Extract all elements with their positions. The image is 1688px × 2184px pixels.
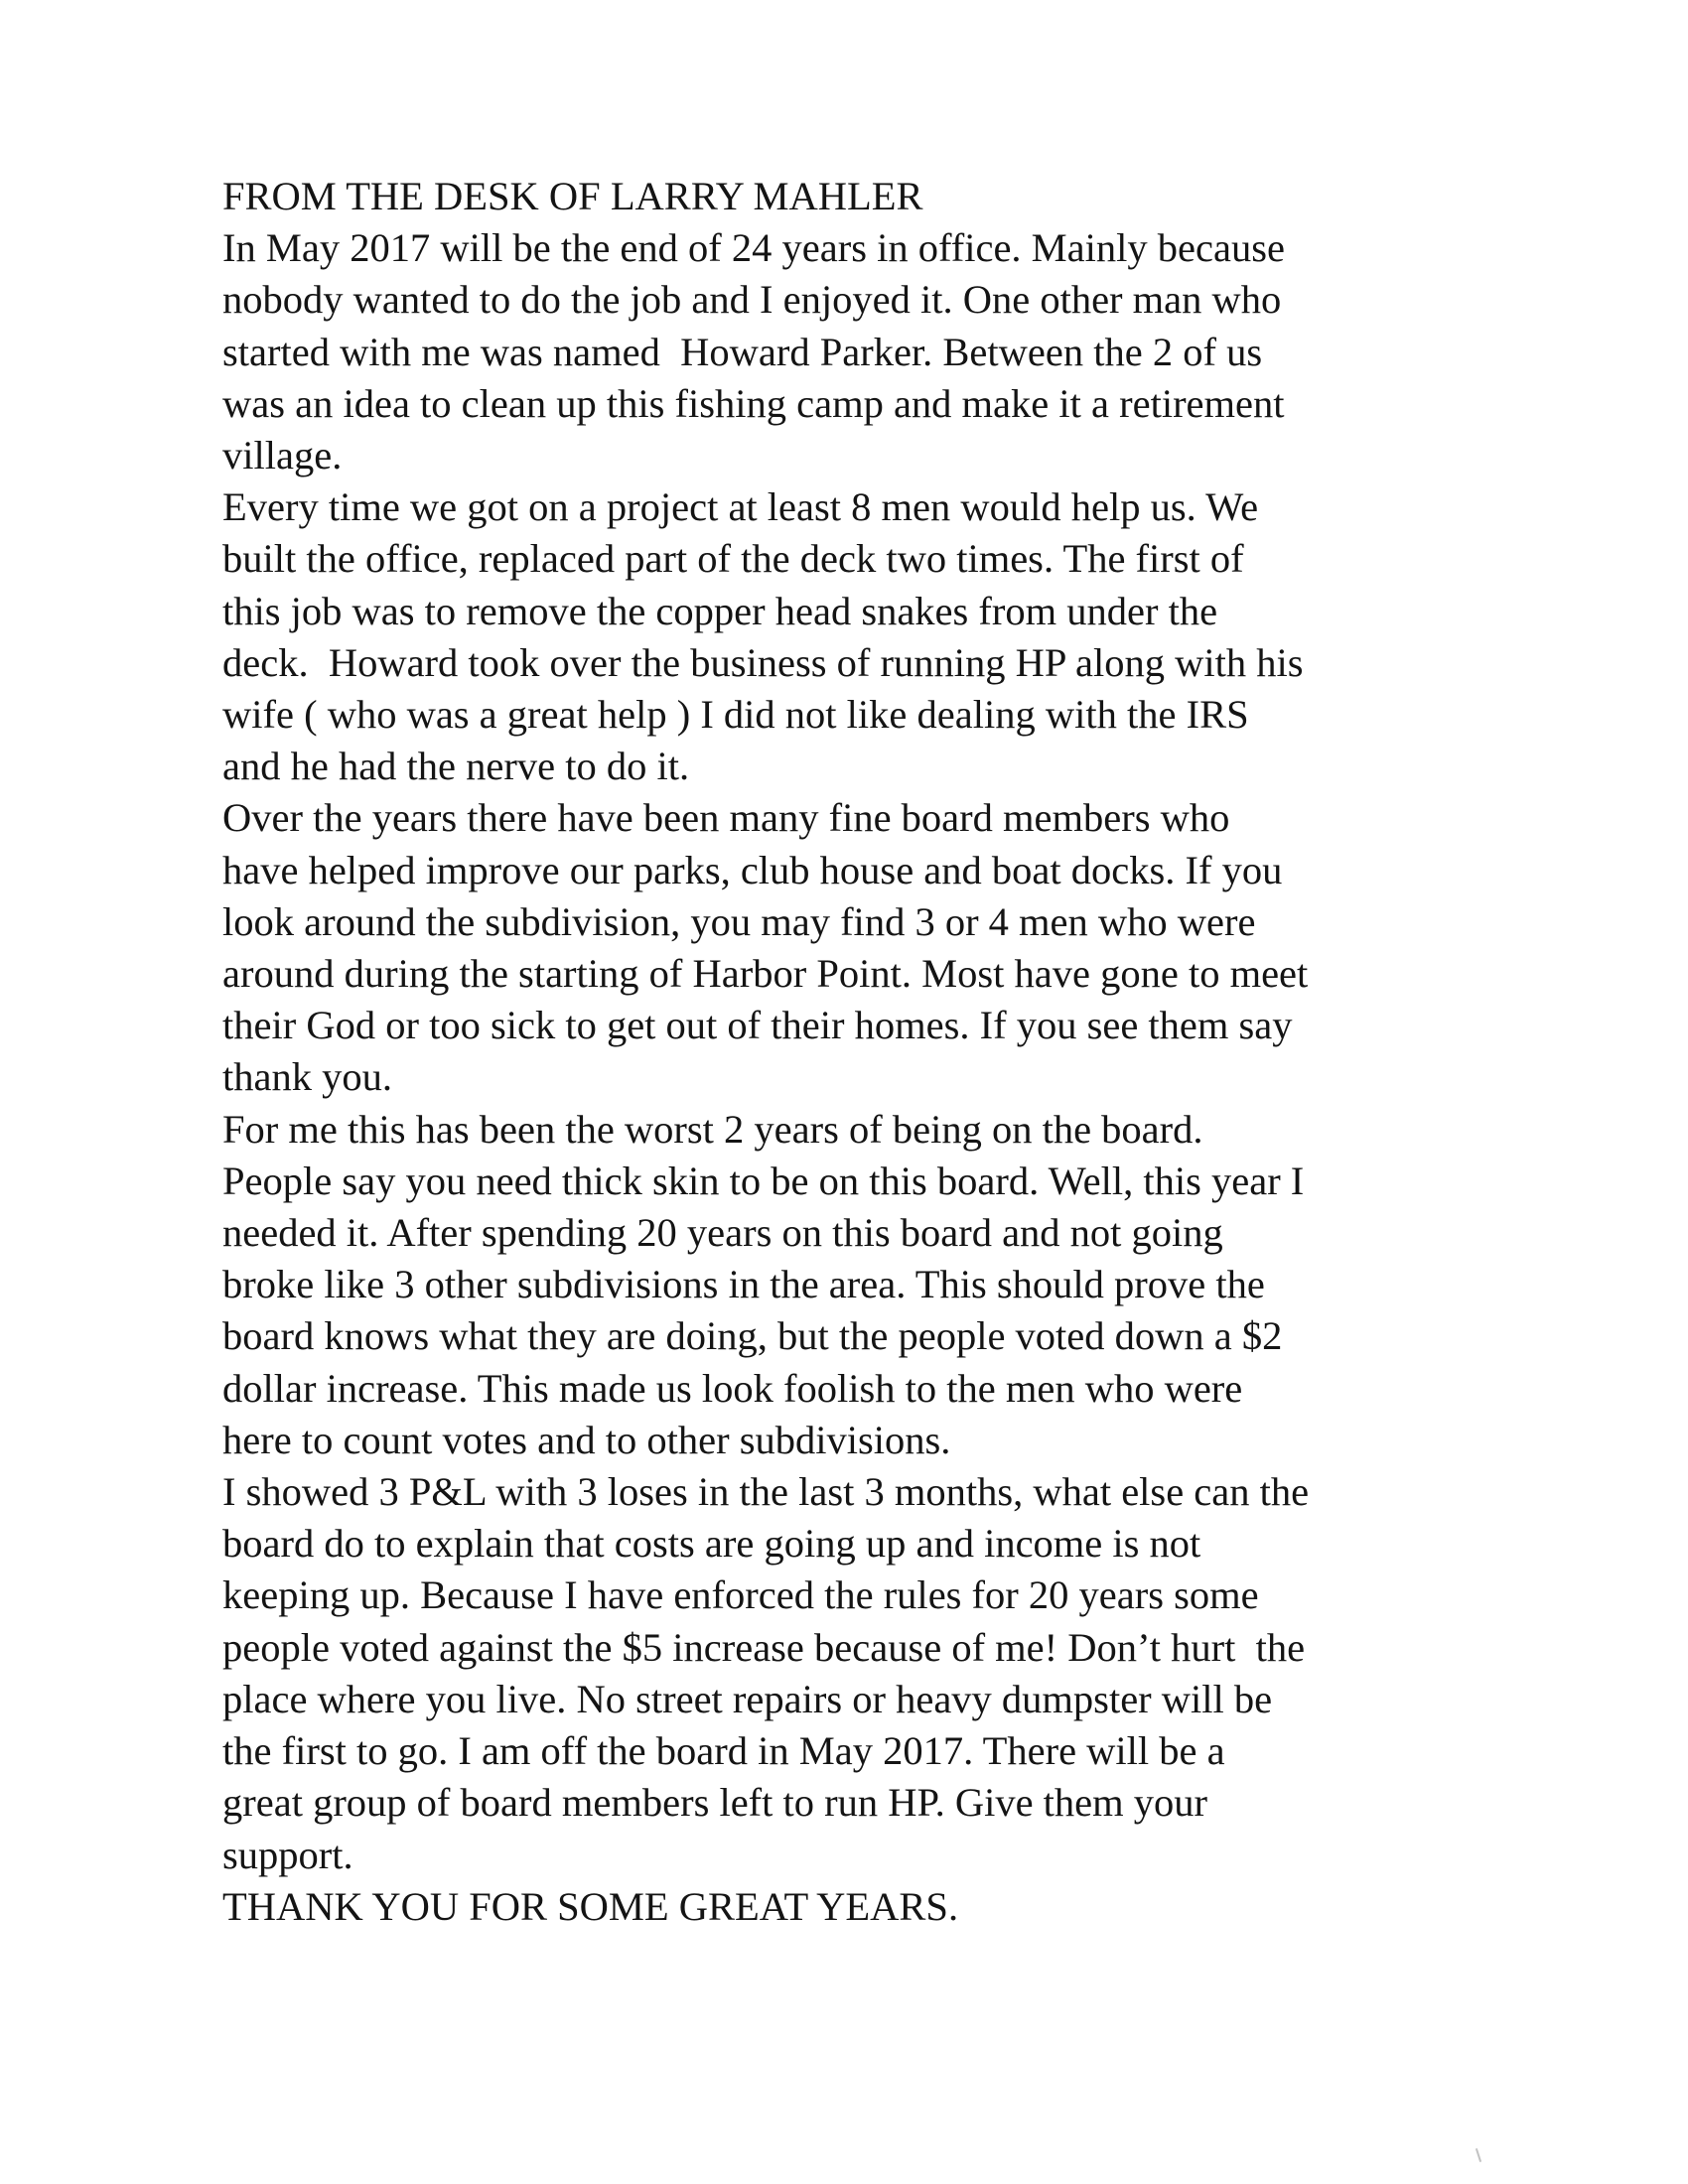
paragraph-2-line-2: built the office, replaced part of the deck two times. The first of (222, 536, 1244, 582)
paragraph-4-line-2: People say you need thick skin to be on this board. Well, this year I (222, 1158, 1305, 1203)
letter-heading: FROM THE DESK OF LARRY MAHLER (222, 174, 923, 218)
paragraph-4-line-5: board knows what they are doing, but the people voted down a $2 (222, 1313, 1283, 1359)
paragraph-5-line-5: place where you live. No street repairs or heavy dumpster will be (222, 1676, 1273, 1721)
paragraph-5-line-8: support. (222, 1832, 353, 1877)
paragraph-3-line-1: Over the years there have been many fine board members who (222, 795, 1230, 841)
paragraph-4-line-4: broke like 3 other subdivisions in the area. This should prove the (222, 1262, 1265, 1307)
paragraph-4-line-7: here to count votes and to other subdivisions. (222, 1417, 951, 1462)
paragraph-4-line-3: needed it. After spending 20 years on this board and not going (222, 1210, 1223, 1256)
paragraph-4-line-1: For me this has been the worst 2 years of being on the board. (222, 1106, 1203, 1152)
paragraph-3-line-6: thank you. (222, 1054, 392, 1100)
paragraph-3-line-2: have helped improve our parks, club house and boat docks. If you (222, 847, 1283, 892)
letter-body (222, 171, 1474, 1933)
letter-closing: THANK YOU FOR SOME GREAT YEARS. (222, 1883, 959, 1929)
paragraph-3-line-5: their God or too sick to get out of their homes. If you see them say (222, 1003, 1293, 1048)
paragraph-5-line-1: I showed 3 P&L with 3 loses in the last 3 months, what else can the (222, 1469, 1310, 1515)
paragraph-5-line-2: board do to explain that costs are going up and income is not (222, 1521, 1201, 1567)
paragraph-2-line-1: Every time we got on a project at least 8 men would help us. We (222, 484, 1259, 530)
paragraph-4-line-6: dollar increase. This made us look foolish to the men who were (222, 1365, 1243, 1411)
paragraph-5-line-3: keeping up. Because I have enforced the rules for 20 years some (222, 1572, 1259, 1618)
paragraph-5-line-4: people voted against the $5 increase because of me! Don’t hurt the (222, 1624, 1306, 1670)
paragraph-5-line-6: the first to go. I am off the board in May 2017. There will be a (222, 1728, 1225, 1774)
paragraph-1-line-2: nobody wanted to do the job and I enjoyed it. One other man who (222, 277, 1282, 323)
paragraph-1-line-1: In May 2017 will be the end of 24 years in office. Mainly because (222, 225, 1285, 271)
paragraph-1-line-4: was an idea to clean up this fishing camp and make it a retirement (222, 380, 1285, 426)
paragraph-2-line-5: wife ( who was a great help ) I did not like dealing with the IRS (222, 692, 1249, 738)
paragraph-5-line-7: great group of board members left to run HP. Give them your (222, 1780, 1208, 1826)
paragraph-1-line-3: started with me was named Howard Parker. Between the 2 of us (222, 329, 1263, 374)
paragraph-1-line-5: village. (222, 433, 343, 478)
paragraph-3-line-3: look around the subdivision, you may find 3 or 4 men who were (222, 898, 1256, 944)
paragraph-3-line-4: around during the starting of Harbor Point. Most have gone to meet (222, 951, 1309, 997)
paragraph-2-line-6: and he had the nerve to do it. (222, 744, 690, 789)
paragraph-2-line-3: this job was to remove the copper head snakes from under the (222, 588, 1218, 633)
scan-speck (1476, 2148, 1481, 2162)
paragraph-2-line-4: deck. Howard took over the business of running HP along with his (222, 639, 1304, 685)
